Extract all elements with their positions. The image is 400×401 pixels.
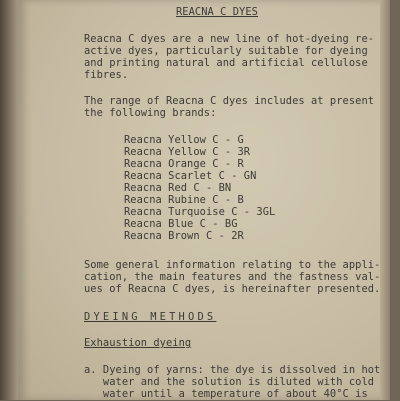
item-a-line-2: water and the solution is diluted with cold	[84, 376, 375, 388]
info-line-3: ues of Reacna C dyes, is hereinafter presented.	[84, 283, 381, 295]
range-line-1: The range of Reacna C dyes includes at present	[84, 95, 375, 107]
binding-spine	[0, 0, 18, 400]
info-line-2: cation, the main features and the fastness val-	[84, 271, 381, 283]
item-a-line-3: water until a temperature of about 40°C is	[84, 388, 368, 400]
document-title: REACNA C DYES	[176, 6, 258, 18]
brand-item: Reacna Rubine C - B	[124, 194, 244, 206]
brand-item: Reacna Brown C - 2R	[124, 230, 244, 242]
intro-line-4: fibres.	[84, 69, 129, 81]
intro-line-1: Reacna C dyes are a new line of hot-dyeing re-	[84, 33, 375, 45]
brand-item: Reacna Yellow C - G	[124, 134, 244, 146]
brand-item: Reacna Turquoise C - 3GL	[124, 206, 276, 218]
section-heading: DYEING METHODS	[84, 311, 217, 323]
brand-item: Reacna Blue C - BG	[124, 218, 238, 230]
subheading: Exhaustion dyeing	[84, 337, 192, 349]
brand-item: Reacna Red C - BN	[124, 182, 232, 194]
info-line-1: Some general information relating to the appli-	[84, 259, 381, 271]
brand-item: Reacna Orange C - R	[124, 158, 244, 170]
brand-item: Reacna Yellow C - 3R	[124, 146, 251, 158]
intro-line-2: active dyes, particularly suitable for dyeing	[84, 45, 368, 57]
brand-item: Reacna Scarlet C - GN	[124, 170, 257, 182]
range-line-2: the following brands:	[84, 107, 217, 119]
item-a-line-1: a. Dyeing of yarns: the dye is dissolved in hot	[84, 364, 381, 376]
page-edge	[380, 0, 390, 400]
intro-line-3: and printing natural and artificial cellulose	[84, 57, 368, 69]
